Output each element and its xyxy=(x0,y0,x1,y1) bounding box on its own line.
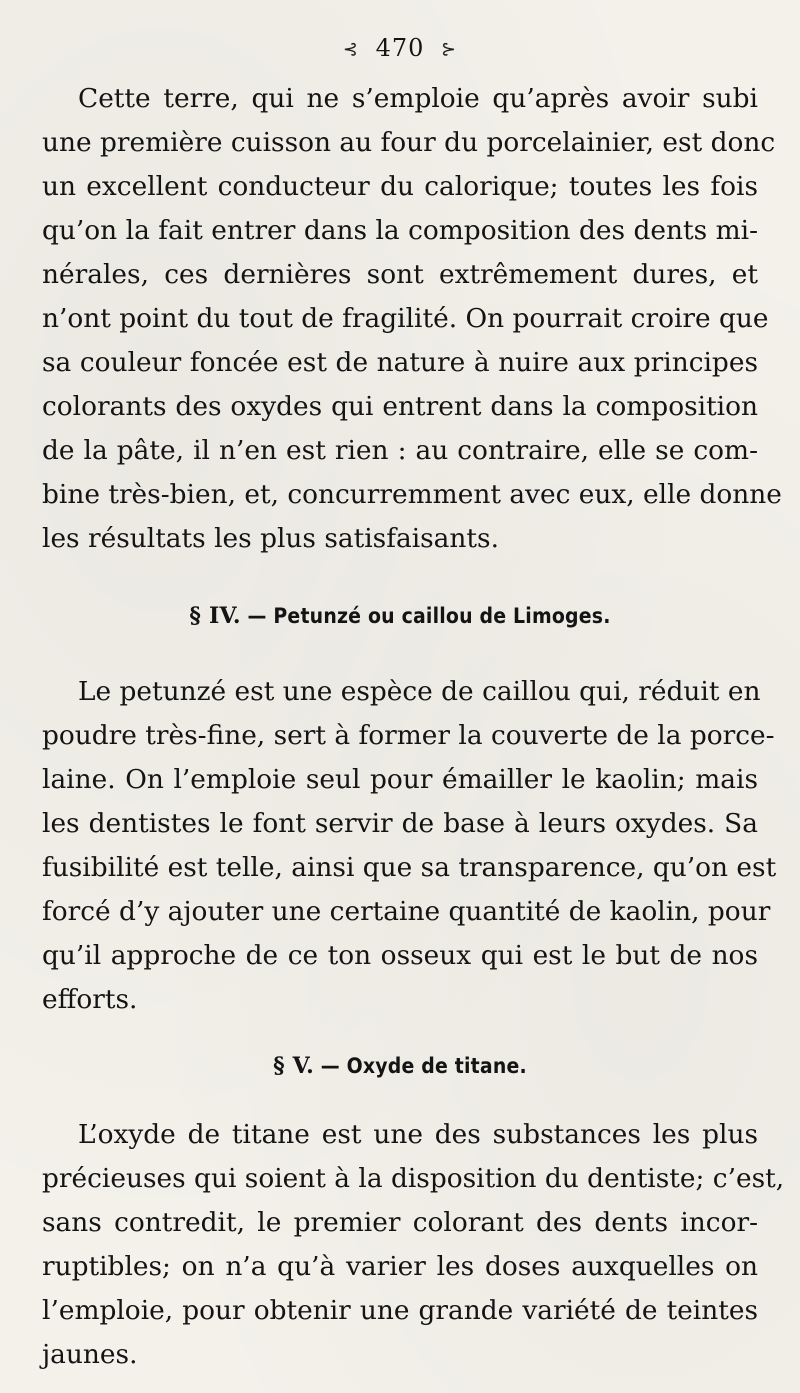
text-line: jaunes. xyxy=(42,1339,138,1370)
paragraph-petunze xyxy=(42,670,777,1022)
text-line: Le petunzé est une espèce de caillou qui, réduit en xyxy=(78,676,761,707)
text-line: colorants des oxydes qui entrent dans la composition xyxy=(42,391,758,422)
text-line: qu’on la fait entrer dans la composition des dents mi- xyxy=(42,215,758,246)
section-mark: § IV. xyxy=(189,603,241,629)
section-mark: § V. xyxy=(273,1053,314,1079)
text-line: de la pâte, il n’en est rien : au contraire, elle se com- xyxy=(42,435,758,466)
text-line: les dentistes le font servir de base à leurs oxydes. Sa xyxy=(42,808,758,839)
text-line: qu’il approche de ce ton osseux qui est le but de nos xyxy=(42,940,758,971)
text-line: un excellent conducteur du calorique; toutes les fois xyxy=(42,171,758,202)
text-line: l’emploie, pour obtenir une grande variété de teintes xyxy=(42,1295,758,1326)
text-line: précieuses qui soient à la disposition du dentiste; c’est, xyxy=(42,1163,785,1194)
text-line: forcé d’y ajouter une certaine quantité de kaolin, pour xyxy=(42,896,771,927)
text-line: poudre très-fine, sert à former la couverte de la porce- xyxy=(42,720,775,751)
text-line: sa couleur foncée est de nature à nuire aux principes xyxy=(42,347,758,378)
page-header xyxy=(0,34,800,62)
text-line: bine très-bien, et, concurremment avec eux, elle donne xyxy=(42,479,782,510)
section-heading-petunze xyxy=(0,603,800,629)
text-line: Cette terre, qui ne s’emploie qu’après avoir subi xyxy=(78,83,758,114)
paragraph-titane xyxy=(42,1113,785,1377)
text-line: n’ont point du tout de fragilité. On pourrait croire que xyxy=(42,303,769,334)
left-ornament-icon: ⊰ xyxy=(342,39,359,60)
text-line: ruptibles; on n’a qu’à varier les doses auxquelles on xyxy=(42,1251,758,1282)
section-title: — Oxyde de titane. xyxy=(320,1054,527,1078)
section-title: — Petunzé ou caillou de Limoges. xyxy=(247,604,611,628)
page-number: 470 xyxy=(375,34,425,62)
text-line: les résultats les plus satisfaisants. xyxy=(42,523,499,554)
right-ornament-icon: ⊱ xyxy=(441,39,458,60)
text-line: L’oxyde de titane est une des substances les plus xyxy=(78,1119,758,1150)
text-line: sans contredit, le premier colorant des dents incor- xyxy=(42,1207,758,1238)
section-heading-titane xyxy=(0,1053,800,1079)
text-line: laine. On l’emploie seul pour émailler le kaolin; mais xyxy=(42,764,758,795)
paragraph-terre xyxy=(42,77,782,561)
text-line: nérales, ces dernières sont extrêmement dures, et xyxy=(42,259,758,290)
text-line: efforts. xyxy=(42,984,138,1015)
text-line: une première cuisson au four du porcelainier, est donc xyxy=(42,127,776,158)
text-line: fusibilité est telle, ainsi que sa transparence, qu’on est xyxy=(42,852,777,883)
